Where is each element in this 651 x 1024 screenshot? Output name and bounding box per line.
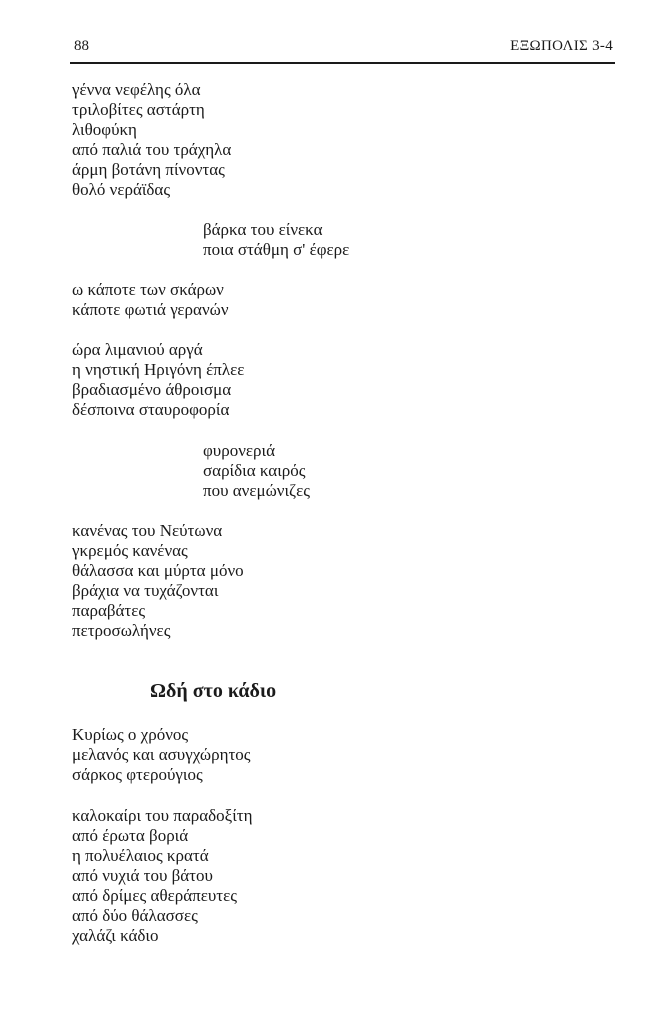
verse-line: βραδιασμένο άθροισμα (72, 380, 232, 399)
verse-line: λιθοφύκη (72, 120, 137, 139)
verse-line: τριλοβίτες αστάρτη (72, 100, 205, 119)
verse-line: καλοκαίρι του παραδοξίτη (72, 806, 253, 825)
verse-line: πετροσωλήνες (72, 621, 171, 640)
verse-line: άρμη βοτάνη πίνοντας (72, 160, 225, 179)
verse-line: γκρεμός κανένας (72, 541, 188, 560)
poem-title: Ωδή στο κάδιο (150, 680, 277, 702)
verse-line: χαλάζι κάδιο (72, 926, 159, 945)
verse-line: σαρίδια καιρός (203, 461, 306, 480)
page-number: 88 (74, 38, 89, 54)
verse-line: κάποτε φωτιά γερανών (72, 300, 229, 319)
verse-line: ποια στάθμη σ' έφερε (203, 240, 350, 259)
header-rule (70, 62, 615, 64)
verse-line: κανένας του Νεύτωνα (72, 521, 223, 540)
verse-line: θάλασσα και μύρτα μόνο (72, 561, 244, 580)
verse-line: Κυρίως ο χρόνος (72, 725, 189, 744)
verse-line: γέννα νεφέλης όλα (72, 80, 201, 99)
verse-line: ώρα λιμανιού αργά (72, 340, 203, 359)
verse-line: από έρωτα βοριά (72, 826, 189, 845)
verse-line: από παλιά του τράχηλα (72, 140, 232, 159)
verse-line: βράχια να τυχάζονται (72, 581, 219, 600)
verse-line: η νηστική Ηριγόνη έπλεε (72, 360, 245, 379)
verse-line: από δρίμες αθεράπευτες (72, 886, 237, 905)
verse-line: που ανεμώνιζες (203, 481, 310, 500)
verse-line: από δύο θάλασσες (72, 906, 198, 925)
verse-line: θολό νεράϊδας (72, 180, 171, 199)
verse-line: μελανός και ασυγχώρητος (72, 745, 251, 764)
verse-line: ω κάποτε των σκάρων (72, 280, 224, 299)
running-head: ΕΞΩΠΟΛΙΣ 3-4 (510, 38, 613, 54)
verse-line: παραβάτες (72, 601, 146, 620)
verse-line: βάρκα του είνεκα (203, 220, 323, 239)
verse-line: από νυχιά του βάτου (72, 866, 213, 885)
verse-line: φυρονεριά (203, 441, 276, 460)
verse-line: σάρκος φτερούγιος (72, 765, 203, 784)
verse-line: δέσποινα σταυροφορία (72, 400, 230, 419)
verse-line: η πολυέλαιος κρατά (72, 846, 209, 865)
